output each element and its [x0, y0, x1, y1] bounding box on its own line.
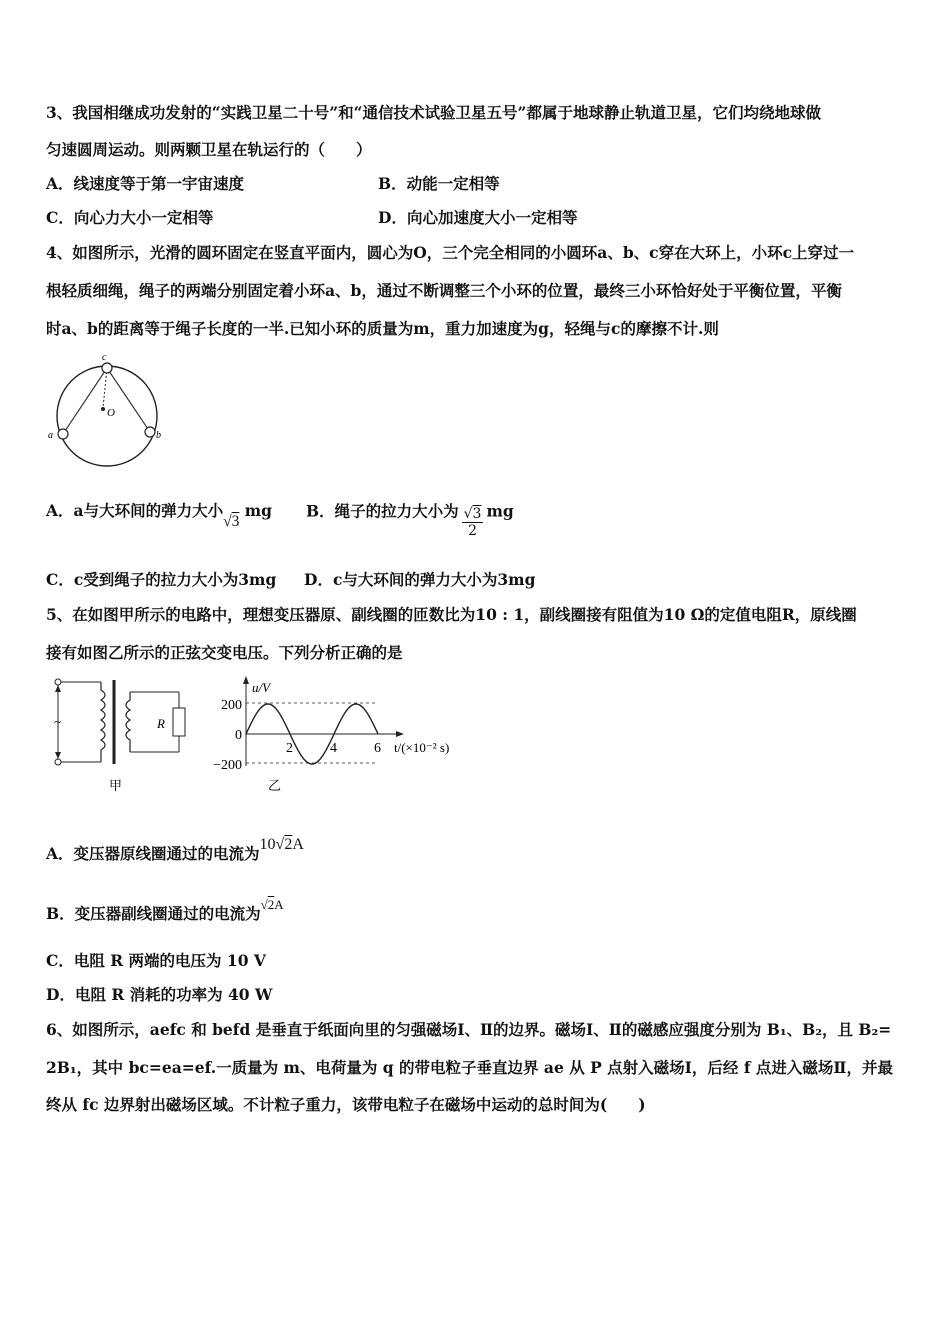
- svg-text:c: c: [102, 352, 107, 363]
- ring-a: [58, 429, 68, 439]
- q5-voltage-chart: [200, 672, 480, 800]
- q5-option-a: A．变压器原线圈通过的电流为10√2A: [46, 836, 304, 863]
- q3-option-d: D．向心加速度大小一定相等: [378, 208, 578, 227]
- q5-stem-line1: 5、在如图甲所示的电路中，理想变压器原、副线圈的匝数比为10 : 1，副线圈接有阻值为10 Ω的定值电阻R，原线圈: [46, 605, 857, 624]
- svg-text:u/V: u/V: [252, 680, 271, 695]
- q4-stem-line1: 4、如图所示，光滑的圆环固定在竖直平面内，圆心为O，三个完全相同的小圆环a、b、c穿在大环上，小环c上穿过一: [46, 243, 855, 262]
- q5-stem-line2: 接有如图乙所示的正弦交变电压。下列分析正确的是: [46, 643, 403, 662]
- q4-stem-line2: 根轻质细绳，绳子的两端分别固定着小环a、b，通过不断调整三个小环的位置，最终三小环恰好处于平衡位置，平衡: [46, 281, 842, 300]
- q3-option-a: A．线速度等于第一宇宙速度: [46, 174, 245, 193]
- svg-text:R: R: [157, 716, 165, 731]
- q4-option-a: A．a与大环间的弹力大小√3 mg: [46, 501, 272, 530]
- x-tick-label: 2: [286, 741, 293, 756]
- q6-stem-line2: 2B₁，其中 bc=ea=ef.一质量为 m、电荷量为 q 的带电粒子垂直边界 ae 从 P 点射入磁场Ⅰ，后经 f 点进入磁场Ⅱ，并最: [46, 1058, 893, 1077]
- y-tick-label: −200: [213, 758, 242, 773]
- svg-text:a: a: [48, 430, 53, 441]
- svg-text:乙: 乙: [268, 778, 282, 793]
- q4-stem-line3: 时a、b的距离等于绳子长度的一半.已知小环的质量为m，重力加速度为g，轻绳与c的摩擦不计.则: [46, 319, 719, 338]
- q5-option-b: B．变压器副线圈通过的电流为$^{√2A}$: [46, 897, 284, 923]
- y-tick-label: 0: [235, 728, 242, 743]
- y-tick-label: 200: [221, 698, 242, 713]
- ring-c: [102, 363, 112, 373]
- ring-b: [145, 427, 155, 437]
- svg-text:~: ~: [54, 714, 62, 729]
- q3-option-c: C．向心力大小一定相等: [46, 208, 214, 227]
- q5-transformer-circuit: [46, 672, 196, 800]
- svg-text:b: b: [156, 430, 161, 441]
- x-tick-label: 6: [374, 741, 381, 756]
- q3-stem-line2: 匀速圆周运动。则两颗卫星在轨运行的（ ）: [46, 140, 372, 159]
- svg-text:O: O: [107, 407, 115, 419]
- x-tick-label: 4: [330, 741, 337, 756]
- q4-option-c: C．c受到绳子的拉力大小为3mg: [46, 570, 277, 589]
- q4-ring-figure: [44, 350, 169, 470]
- svg-text:t/(×10⁻² s): t/(×10⁻² s): [394, 740, 450, 755]
- q5-option-c: C．电阻 R 两端的电压为 10 V: [46, 951, 266, 970]
- q5-option-d: D．电阻 R 消耗的功率为 40 W: [46, 985, 273, 1004]
- q3-stem-line1: 3、我国相继成功发射的“实践卫星二十号”和“通信技术试验卫星五号”都属于地球静止轨道卫星，它们均绕地球做: [46, 103, 821, 122]
- q6-stem-line1: 6、如图所示，aefc 和 befd 是垂直于纸面向里的匀强磁场Ⅰ、Ⅱ的边界。磁场Ⅰ、Ⅱ的磁感应强度分别为 B₁、B₂，且 B₂=: [46, 1020, 892, 1039]
- q4-option-d: D．c与大环间的弹力大小为3mg: [304, 570, 536, 589]
- resistor-r: [173, 708, 185, 736]
- q3-option-b: B．动能一定相等: [378, 174, 500, 193]
- svg-text:甲: 甲: [109, 778, 123, 793]
- q6-stem-line3: 终从 fc 边界射出磁场区域。不计粒子重力，该带电粒子在磁场中运动的总时间为( ): [46, 1095, 646, 1114]
- q4-option-b: B．绳子的拉力大小为 $\frac{√3}{2}$ mg: [306, 501, 514, 539]
